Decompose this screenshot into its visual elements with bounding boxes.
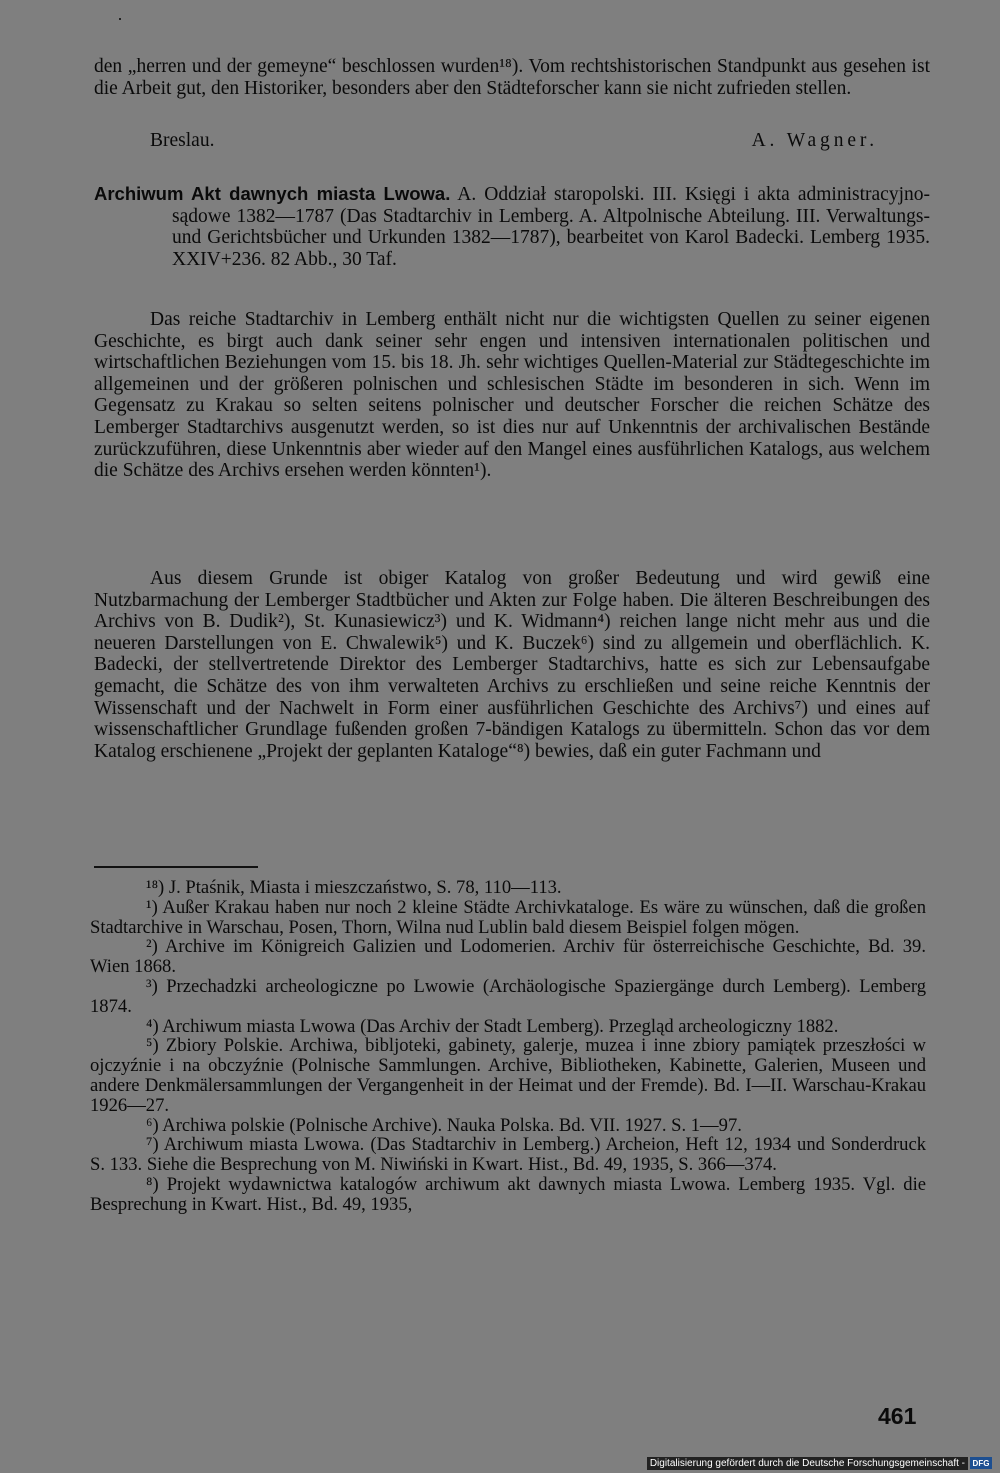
- body-paragraph-2: Aus diesem Grunde ist obiger Katalog von großer Bedeutung und wird gewiß eine Nutzbarmachung der Lemberger Stadtbücher und Akten zur Folge haben. Die älteren Beschreibungen des Archivs von B. Dudik²), St. Kunasiewicz³) und K. Widmann⁴) reichen lange nicht mehr aus und die neueren Darstellungen von E. Chwalewik⁵) und K. Buczek⁶) sind zu allgemein und oberflächlich. K. Badecki, der stellvertretende Direktor des Lemberger Stadtarchivs, hatte es sich zur Lebensaufgabe gemacht, die Schätze des von ihm verwalteten Archivs zu erschließen und seine reiche Kenntnis der Wissenschaft und der Nachwelt in Form einer ausführlichen Geschichte des Archivs⁷) und eines auf wissenschaftlicher Grundlage fußenden großen 7-bändigen Katalogs zu übermitteln. Schon das vor dem Katalog erschienene „Projekt der geplanten Kataloge“⁸) bewies, daß ein guter Fachmann und: [94, 568, 930, 762]
- scan-speck: [119, 18, 121, 20]
- review-citation: [94, 183, 930, 270]
- top-paragraph: den „herren und der gemeyne“ beschlossen wurden¹⁸). Vom rechtshistorischen Standpunkt aus gesehen ist die Arbeit gut, den Historiker, besonders aber den Städteforscher kann sie nicht zufrieden stellen.: [94, 56, 930, 99]
- footnote-6: ⁶) Archiwa polskie (Polnische Archive). Nauka Polska. Bd. VII. 1927. S. 1—97.: [146, 1114, 742, 1136]
- footnote-1: ¹) Außer Krakau haben nur noch 2 kleine Städte Archivkataloge. Es wäre zu wünschen, daß die großen Stadtarchive in Warschau, Posen, Thorn, Wilna nud Lublin bald diesem Beispiel folgen mögen.: [90, 896, 926, 938]
- footnotes: [90, 878, 926, 1215]
- footnote-8: ⁸) Projekt wydawnictwa katalogów archiwum akt dawnych miasta Lwowa. Lemberg 1935. Vgl. die Besprechung in Kwart. Hist., Bd. 49, 1935,: [90, 1173, 926, 1215]
- page-number: 461: [878, 1403, 917, 1429]
- footnote-5: ⁵) Zbiory Polskie. Archiwa, bibljoteki, gabinety, galerje, muzea i inne zbiory pamiątek przeszłości w ojczyźnie i na obczyźnie (Polnische Sammlungen. Archive, Bibliotheken, Kabinette, Galerien, Museen und andere Denkmälersammlungen der Vergangenheit in der Heimat und der Fremde). Bd. I—II. Warschau-Krakau 1926—27.: [90, 1035, 926, 1116]
- digitization-credit: Digitalisierung gefördert durch die Deutsche Forschungsgemeinschaft -: [647, 1457, 968, 1470]
- review-heading: [94, 183, 930, 270]
- footnote-18: ¹⁸) J. Ptaśnik, Miasta i mieszczaństwo, S. 78, 110—113.: [146, 877, 562, 898]
- footnote-2: ²) Archive im Königreich Galizien und Lodomerien. Archiv für österreichische Geschichte, Bd. 39. Wien 1868.: [90, 936, 926, 978]
- review-title: Archiwum Akt dawnych miasta Lwowa.: [94, 183, 451, 204]
- signature-place: Breslau.: [150, 130, 215, 151]
- footnote-separator: [94, 866, 258, 868]
- footnote-3: ³) Przechadzki archeologiczne po Lwowie (Archäologische Spaziergänge durch Lemberg). Lemberg 1874.: [90, 975, 926, 1017]
- footnote-7: ⁷) Archiwum miasta Lwowa. (Das Stadtarchiv in Lemberg.) Archeion, Heft 12, 1934 und Sonderdruck S. 133. Siehe die Besprechung von M. Niwiński in Kwart. Hist., Bd. 49, 1935, S. 366—374.: [90, 1134, 926, 1176]
- review-citation-details: A. Oddział staropolski. III. Księgi i akta administracyjno-sądowe 1382—1787 (Das Stadtarchiv in Lemberg. A. Altpolnische Abteilung. III. Verwaltungs- und Gerichtsbücher und Urkunden 1382—1787), bearbeitet von Karol Badecki. Lemberg 1935. XXIV+236. 82 Abb., 30 Taf.: [172, 184, 930, 270]
- signature-author: A. Wagner.: [751, 130, 878, 151]
- digitization-footer: [647, 1456, 992, 1470]
- footnote-4: ⁴) Archiwum miasta Lwowa (Das Archiv der Stadt Lemberg). Przegląd archeologiczny 1882.: [146, 1015, 839, 1037]
- dfg-logo-icon: DFG: [970, 1457, 992, 1469]
- body-paragraph-1: Das reiche Stadtarchiv in Lemberg enthält nicht nur die wichtigsten Quellen zu seiner eigenen Geschichte, es birgt auch dank seiner sehr engen und intensiven internationalen politischen und wirtschaftlichen Beziehungen vom 15. bis 18. Jh. sehr wichtiges Quellen-Material zur Städtegeschichte im allgemeinen und der größeren polnischen und schlesischen Städte im besonderen in sich. Wenn im Gegensatz zu Krakau so selten seitens polnischer und deutscher Forscher die reichen Schätze des Lemberger Stadtarchivs ausgenutzt werden, so ist dies nur auf Unkenntnis der archivalischen Bestände zurückzuführen, diese Unkenntnis aber wieder auf den Mangel eines ausführlichen Katalogs, aus welchem die Schätze des Archivs ersehen werden könnten¹).: [94, 309, 930, 482]
